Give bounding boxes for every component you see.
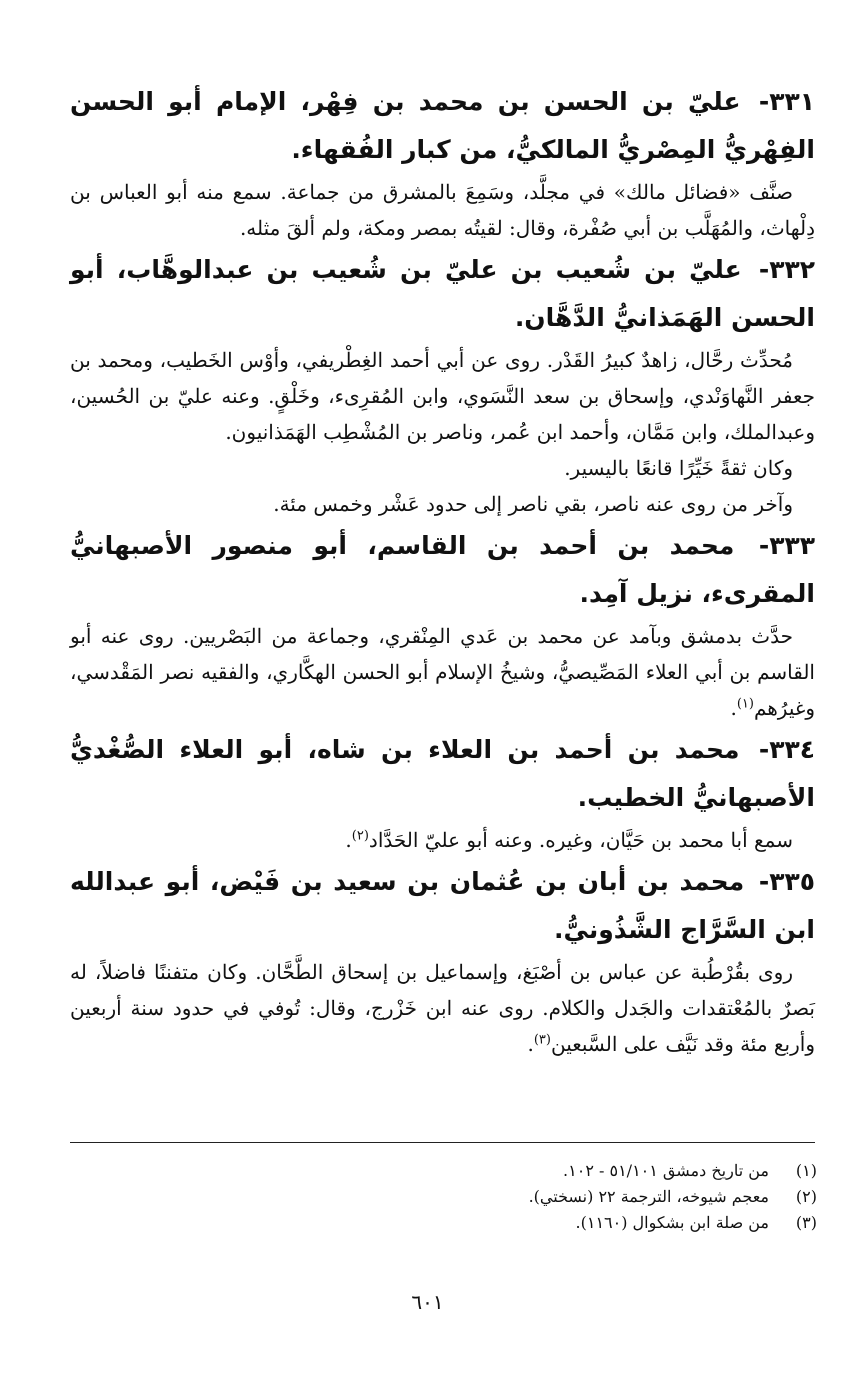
entry-number: ٣٣٤- (758, 735, 815, 764)
footnote-text: من صلة ابن بشكوال (١١٦٠). (575, 1213, 769, 1232)
entry-heading (70, 246, 815, 342)
footnote-ref: (٢) (351, 828, 369, 844)
biography-entry-333 (70, 522, 815, 726)
footnote-ref: (١) (736, 696, 754, 712)
entry-paragraph: مُحدِّث رحَّال، زاهدٌ كبيرُ القَدْر. روى عن أبي أحمد الغِطْريفي، وأوْس الخَطيب، ومحمد بن جعفر النَّهاوَنْدي، وإسحاق بن سعد النَّسَوي، وابن المُقرِىء، وخَلْقٍ. وعنه عليّ بن الحُسين، وعبدالملك، وابن مَمَّان، وأحمد ابن عُمر، وناصر بن المُشْطِب الهَمَذانيون. (70, 348, 815, 444)
footnotes (72, 1158, 817, 1236)
biography-entry-332 (70, 246, 815, 522)
entry-paragraph: سمع أبا محمد بن حَيَّان، وغيره. وعنه أبو عليّ الحَدَّاد$^{(٢)}$. (345, 828, 793, 852)
biography-entry-331 (70, 78, 815, 246)
entry-heading (70, 858, 815, 954)
entry-title: عليّ بن الحسن بن محمد بن فِهْر، الإمام أبو الحسن الفِهْريُّ المِصْريُّ المالكيُّ، من كبار الفُقهاء. (70, 87, 815, 164)
entry-title: محمد بن أحمد بن العلاء بن شاه، أبو العلاء الصُّغْديُّ الأصبهانيُّ الخطيب. (70, 735, 815, 812)
entry-paragraph: روى بقُرْطُبة عن عباس بن أصْبَغ، وإسماعيل بن إسحاق الطَّحَّان. وكان متفننًا فاضلاً، له بَصرٌ بالمُعْتقدات والجَدل والكلام. روى عنه ابن خَزْرج، وقال: تُوفي في حدود سنة أربعين وأربع مئة وقد نَيَّف على السَّبعين$^{(٣)}$. (70, 960, 815, 1056)
entry-title: محمد بن أبان بن عُثمان بن سعيد بن فَيْض، أبو عبدالله ابن السَّرَّاج الشَّذُونيُّ. (70, 867, 815, 944)
footnote-ref: (٣) (533, 1032, 551, 1048)
entry-heading (70, 726, 815, 822)
entry-paragraph: حدَّث بدمشق وبآمد عن محمد بن عَدي المِنْقري، وجماعة من البَصْريين. روى عنه أبو القاسم بن أبي العلاء المَصِّيصيُّ، وشيخُ الإسلام أبو الحسن الهكَّاري، والفقيه نصر المَقْدسي، وغيرُهم$^{(١)}$. (70, 624, 815, 720)
entry-number: ٣٣١- (758, 87, 815, 116)
footnote-text: من تاريخ دمشق ٥١/١٠١ - ١٠٢. (563, 1161, 769, 1180)
footnote-number: (٣) (795, 1213, 817, 1232)
entry-number: ٣٣٥- (758, 867, 815, 896)
entry-number: ٣٣٢- (758, 255, 815, 284)
footnote-item (72, 1210, 817, 1236)
entry-title: محمد بن أحمد بن القاسم، أبو منصور الأصبهانيُّ المقرىء، نزيل آمِد. (70, 531, 815, 608)
footnote-number: (٢) (795, 1187, 817, 1206)
footnote-item (72, 1158, 817, 1184)
entry-heading (70, 78, 815, 174)
page-number: ٦٠١ (411, 1290, 444, 1314)
entry-title: عليّ بن شُعيب بن عليّ بن شُعيب بن عبدالوهَّاب، أبو الحسن الهَمَذانيُّ الدَّهَّان. (70, 255, 815, 332)
entry-heading (70, 522, 815, 618)
entry-number: ٣٣٣- (758, 531, 815, 560)
biography-entry-334 (70, 726, 815, 858)
entry-paragraph: وآخر من روى عنه ناصر، بقي ناصر إلى حدود عَشْر وخمس مئة. (273, 492, 793, 516)
footnote-divider (70, 1142, 815, 1143)
footnote-number: (١) (795, 1161, 817, 1180)
footnote-text: معجم شيوخه، الترجمة ٢٢ (نسختي). (528, 1187, 769, 1206)
biography-entry-335 (70, 858, 815, 1062)
entry-paragraph: وكان ثقةً خَيِّرًا قانعًا باليسير. (564, 456, 793, 480)
footnote-item (72, 1184, 817, 1210)
entry-paragraph: صنَّف «فضائل مالك» في مجلَّد، وسَمِعَ بالمشرق من جماعة. سمع منه أبو العباس بن دِلْهاث، والمُهَلَّب بن أبي صُفْرة، وقال: لقيتُه بمصر ومكة، ولم ألقَ مثله. (70, 180, 815, 240)
